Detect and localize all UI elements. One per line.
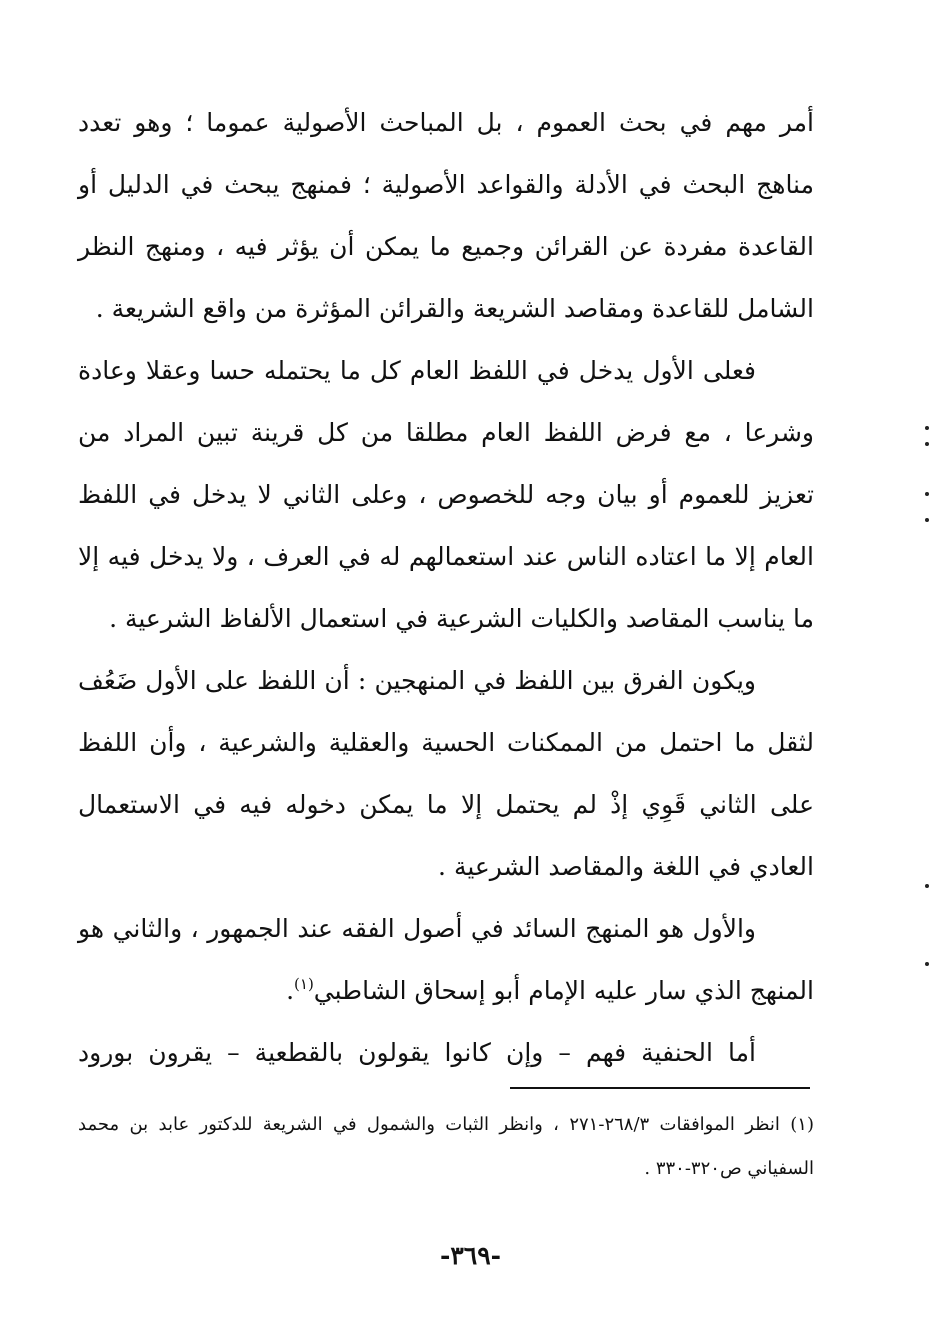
footnotes-section: [78, 1103, 814, 1191]
margin-dot: [925, 442, 929, 446]
paragraph-5: أما الحنفية فهم – وإن كانوا يقولون بالقطعية – يقرون بورود: [78, 1038, 756, 1067]
paragraph-4: [78, 898, 814, 1022]
footnote-reference: (١): [294, 975, 314, 993]
margin-dot: [925, 492, 929, 496]
footnote-separator: [510, 1087, 810, 1089]
paragraph-4-end: .: [286, 976, 295, 1005]
margin-dot: [925, 426, 929, 430]
margin-dot: [925, 518, 929, 522]
paragraph-2: فعلى الأول يدخل في اللفظ العام كل ما يحتمله حسا وعقلا وعادة وشرعا ، مع فرض اللفظ العام مطلقا من كل قرينة تبين المراد من تعزيز للعموم أو بيان وجه للخصوص ، وعلى الثاني لا يدخل في اللفظ العام إلا ما اعتاده الناس عند استعمالهم له في العرف ، ولا يدخل فيه إلا ما يناسب المقاصد والكليات الشرعية في استعمال الألفاظ الشرعية .: [78, 356, 814, 633]
body-text: [78, 92, 814, 1084]
margin-dot: [925, 884, 929, 888]
paragraph-1: أمر مهم في بحث العموم ، بل المباحث الأصولية عموما ؛ وهو تعدد مناهج البحث في الأدلة والقواعد الأصولية ؛ فمنهج يبحث في الدليل أو القاعدة مفردة عن القرائن وجميع ما يمكن أن يؤثر فيه ، ومنهج النظر الشامل للقاعدة ومقاصد الشريعة والقرائن المؤثرة من واقع الشريعة .: [78, 108, 814, 323]
paragraph-3: ويكون الفرق بين اللفظ في المنهجين : أن اللفظ على الأول ضَعُف لثقل ما احتمل من الممكنات الحسية والعقلية والشرعية ، وأن اللفظ على الثاني قَوِي إذْ لم يحتمل إلا ما يمكن دخوله فيه في الاستعمال العادي في اللغة والمقاصد الشرعية .: [78, 666, 814, 881]
page-number: -٣٦٩-: [439, 1241, 502, 1270]
margin-marks: [915, 0, 929, 1335]
paragraph-4-text: والأول هو المنهج السائد في أصول الفقه عند الجمهور ، والثاني هو المنهج الذي سار عليه الإمام أبو إسحاق الشاطبي: [78, 914, 814, 1005]
footnote-1: (١) انظر الموافقات ٢٦٨/٣-٢٧١ ، وانظر الثبات والشمول في الشريعة للدكتور عابد بن محمد السفياني ص٣٢٠-٣٣٠ .: [78, 1114, 814, 1179]
margin-dot: [925, 962, 929, 966]
